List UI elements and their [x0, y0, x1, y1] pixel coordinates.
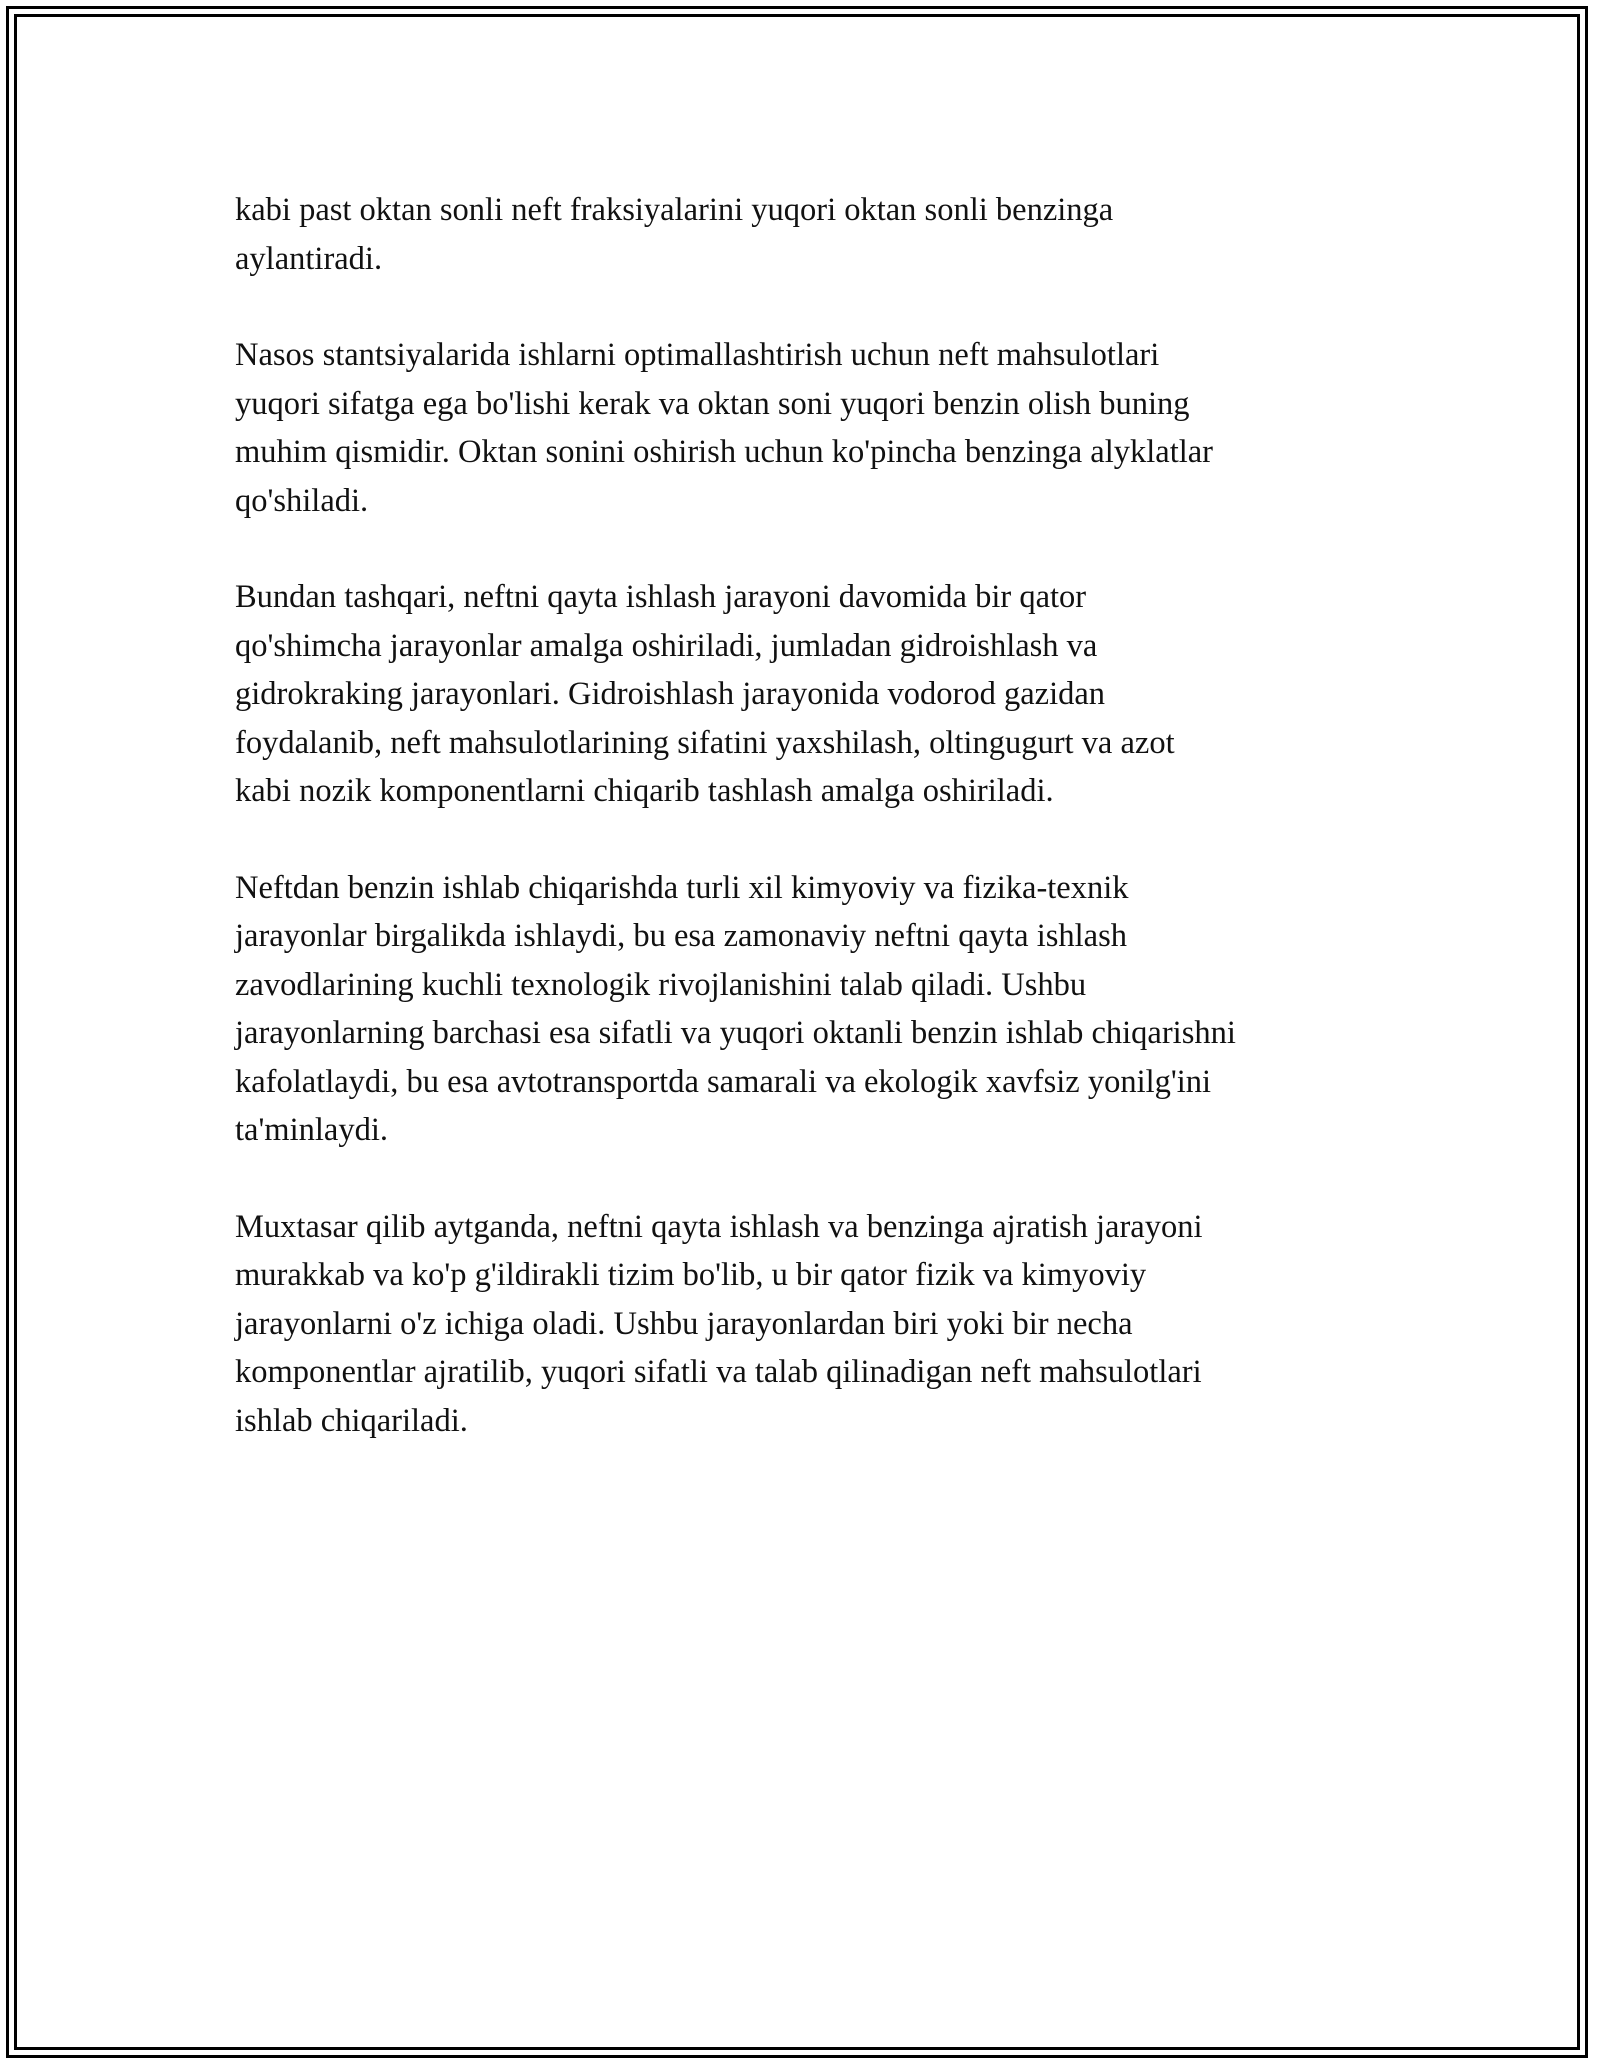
text-line: qo'shiladi.: [235, 482, 369, 519]
text-line: Nasos stantsiyalarida ishlarni optimallashtirish uchun neft mahsulotlari: [235, 337, 1160, 373]
paragraph-4: [235, 864, 1395, 1155]
paragraph-2: [235, 331, 1395, 525]
text-line: qo'shimcha jarayonlar amalga oshiriladi, jumladan gidroishlash va: [235, 627, 1098, 664]
text-line: Muxtasar qilib aytganda, neftni qayta ishlash va benzinga ajratish jarayoni: [235, 1208, 1203, 1245]
text-line: jarayonlarni o'z ichiga oladi. Ushbu jarayonlardan biri yoki bir necha: [235, 1305, 1133, 1342]
text-line: Bundan tashqari, neftni qayta ishlash jarayoni davomida bir qator: [235, 579, 1087, 615]
text-line: komponentlar ajratilib, yuqori sifatli va talab qilinadigan neft mahsulotlari: [235, 1354, 1202, 1390]
paragraph-5: [235, 1203, 1395, 1446]
text-line: gidrokraking jarayonlari. Gidroishlash jarayonida vodorod gazidan: [235, 676, 1106, 712]
text-line: kabi past oktan sonli neft fraksiyalarini yuqori oktan sonli benzinga: [235, 192, 1114, 228]
paragraph-3: [235, 573, 1395, 816]
text-line: jarayonlarning barchasi esa sifatli va yuqori oktanli benzin ishlab chiqarishni: [235, 1015, 1236, 1051]
paragraph-1: [235, 186, 1395, 283]
text-line: aylantiradi.: [235, 240, 383, 277]
text-line: kabi nozik komponentlarni chiqarib tashlash amalga oshiriladi.: [235, 773, 1054, 809]
text-line: murakkab va ko'p g'ildirakli tizim bo'lib, u bir qator fizik va kimyoviy: [235, 1257, 1147, 1293]
document-body: [235, 186, 1395, 1493]
text-line: jarayonlar birgalikda ishlaydi, bu esa zamonaviy neftni qayta ishlash: [235, 918, 1127, 954]
text-line: foydalanib, neft mahsulotlarining sifatini yaxshilash, oltingugurt va azot: [235, 724, 1175, 761]
text-line: zavodlarining kuchli texnologik rivojlanishini talab qiladi. Ushbu: [235, 966, 1087, 1003]
text-line: yuqori sifatga ega bo'lishi kerak va oktan soni yuqori benzin olish buning: [235, 385, 1190, 422]
text-line: ta'minlaydi.: [235, 1112, 388, 1148]
text-line: muhim qismidir. Oktan sonini oshirish uchun ko'pincha benzinga alyklatlar: [235, 434, 1213, 470]
text-line: kafolatlaydi, bu esa avtotransportda samarali va ekologik xavfsiz yonilg'ini: [235, 1063, 1212, 1100]
text-line: Neftdan benzin ishlab chiqarishda turli xil kimyoviy va fizika-texnik: [235, 869, 1129, 906]
text-line: ishlab chiqariladi.: [235, 1402, 468, 1439]
